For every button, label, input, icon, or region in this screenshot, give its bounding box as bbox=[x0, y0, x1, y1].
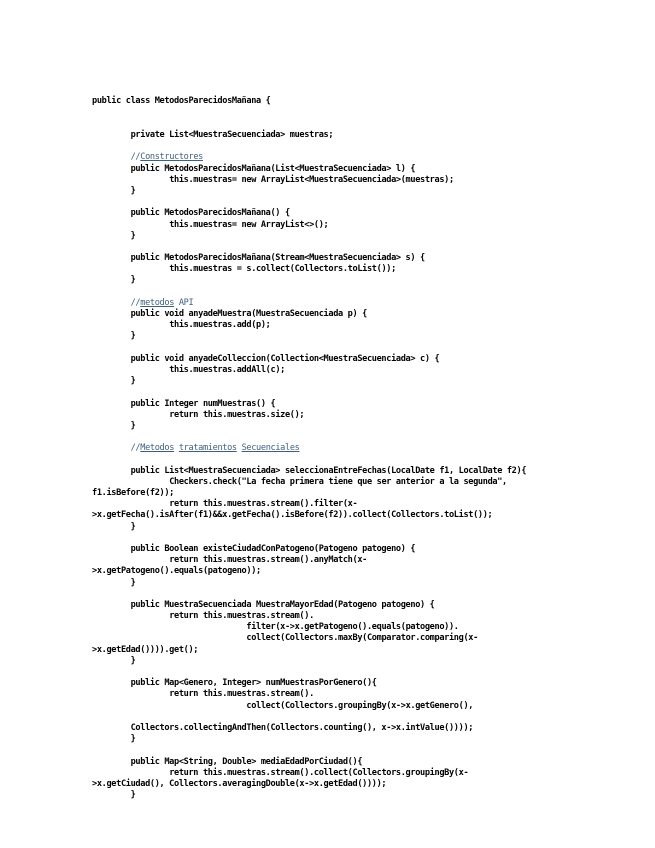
code-text: } bbox=[130, 185, 136, 196]
code-text: >x.getEdad()))).get(); bbox=[92, 644, 199, 655]
code-line bbox=[92, 544, 632, 555]
code-line bbox=[92, 600, 632, 611]
code-line bbox=[92, 566, 632, 577]
code-line bbox=[92, 421, 632, 432]
code-text: public Map<String, Double> mediaEdadPorCiudad(){ bbox=[130, 756, 363, 767]
code-line bbox=[92, 399, 632, 410]
code-line bbox=[92, 264, 632, 275]
code-line bbox=[92, 633, 632, 644]
code-text: return this.muestras.stream().anyMatch(x- bbox=[169, 555, 367, 566]
code-line bbox=[92, 365, 632, 376]
code-text: public Map<Genero, Integer> numMuestrasPorGenero(){ bbox=[130, 678, 377, 689]
code-text: } bbox=[130, 790, 136, 801]
code-text: } bbox=[130, 521, 136, 532]
blank-line bbox=[92, 432, 632, 443]
comment-rest: API bbox=[174, 297, 194, 308]
code-text: public Boolean existeCiudadConPatogeno(Patogeno patogeno) { bbox=[130, 543, 416, 554]
code-text: } bbox=[130, 275, 136, 286]
blank-line bbox=[92, 197, 632, 208]
code-line bbox=[92, 231, 632, 242]
code-line bbox=[92, 208, 632, 219]
code-text: f1.isBefore(f2)); bbox=[92, 488, 175, 498]
code-text: Collectors.collectingAndThen(Collectors.counting(), x->x.intValue()))); bbox=[130, 722, 474, 733]
class-header: public class MetodosParecidosMañana { bbox=[92, 96, 271, 107]
code-text: public void anyadeMuestra(MuestraSecuenciada p) { bbox=[130, 309, 367, 319]
blank-line bbox=[92, 533, 632, 544]
blank-line bbox=[92, 454, 632, 465]
code-line bbox=[92, 768, 632, 779]
code-line bbox=[92, 331, 632, 342]
blank-line bbox=[92, 667, 632, 678]
code-line bbox=[92, 466, 632, 477]
comment-underlined-word: metodos bbox=[140, 297, 175, 308]
blank-line bbox=[92, 242, 632, 253]
code-line bbox=[92, 734, 632, 745]
code-text: private List<MuestraSecuenciada> muestras; bbox=[130, 130, 334, 140]
comment-text: //metodos API bbox=[92, 297, 194, 308]
code-text: } bbox=[130, 577, 136, 588]
comment-text: //Constructores bbox=[92, 152, 203, 163]
code-comment bbox=[92, 152, 632, 163]
code-text: this.muestras.add(p); bbox=[169, 320, 271, 331]
code-text: } bbox=[130, 331, 136, 342]
code-line bbox=[92, 220, 632, 231]
code-text: } bbox=[130, 734, 136, 745]
code-text: return this.muestras.size(); bbox=[169, 409, 305, 420]
comment-underlined-word: Metodos bbox=[140, 443, 175, 454]
code-line bbox=[92, 510, 632, 521]
code-text: public void anyadeColleccion(Collection<MuestraSecuenciada> c) { bbox=[130, 353, 440, 364]
code-text: } bbox=[130, 420, 136, 431]
comment-underlined-word: Secuenciales bbox=[241, 443, 300, 454]
code-comment bbox=[92, 298, 632, 309]
code-text: } bbox=[130, 230, 136, 241]
code-line bbox=[92, 499, 632, 510]
code-line bbox=[92, 555, 632, 566]
blank-line bbox=[92, 343, 632, 354]
code-text: return this.muestras.stream(). bbox=[169, 611, 314, 622]
code-text: public List<MuestraSecuenciada> seleccionaEntreFechas(LocalDate f1, LocalDate f2){ bbox=[130, 465, 527, 476]
code-text: return this.muestras.stream().collect(Collectors.groupingBy(x- bbox=[169, 767, 469, 778]
code-block bbox=[92, 74, 632, 801]
code-text: collect(Collectors.groupingBy(x->x.getGenero(), bbox=[246, 700, 474, 711]
code-line bbox=[92, 175, 632, 186]
code-text: this.muestras= new ArrayList<>(); bbox=[169, 219, 329, 230]
code-text: public MetodosParecidosMañana(Stream<MuestraSecuenciada> s) { bbox=[130, 253, 425, 264]
code-line bbox=[92, 678, 632, 689]
code-line bbox=[92, 354, 632, 365]
code-line bbox=[92, 701, 632, 712]
code-line bbox=[92, 611, 632, 622]
code-text: this.muestras.addAll(c); bbox=[169, 364, 285, 375]
code-line bbox=[92, 253, 632, 264]
code-text: return this.muestras.stream().filter(x- bbox=[169, 499, 358, 510]
code-line bbox=[92, 164, 632, 175]
code-text: } bbox=[130, 655, 136, 666]
blank-line bbox=[92, 387, 632, 398]
blank-line bbox=[92, 745, 632, 756]
code-text: >x.getCiudad(), Collectors.averagingDouble(x->x.getEdad()))); bbox=[92, 778, 387, 789]
code-line bbox=[92, 275, 632, 286]
code-line bbox=[92, 723, 632, 734]
code-line bbox=[92, 757, 632, 768]
code-line bbox=[92, 410, 632, 421]
code-text: public MuestraSecuenciada MuestraMayorEdad(Patogeno patogeno) { bbox=[130, 599, 435, 610]
code-line bbox=[92, 689, 632, 700]
comment-underlined-word: tratamientos bbox=[178, 443, 237, 454]
blank-line bbox=[92, 712, 632, 723]
blank-line bbox=[92, 589, 632, 600]
code-line bbox=[92, 376, 632, 387]
code-line bbox=[92, 656, 632, 667]
code-text: this.muestras = s.collect(Collectors.toList()); bbox=[169, 264, 396, 275]
code-line bbox=[92, 320, 632, 331]
blank-line bbox=[92, 141, 632, 152]
code-text: this.muestras= new ArrayList<MuestraSecuenciada>(muestras); bbox=[169, 174, 454, 185]
code-text: >x.getFecha().isAfter(f1)&&x.getFecha().isBefore(f2)).collect(Collectors.toList()); bbox=[92, 510, 493, 521]
code-text: } bbox=[130, 376, 136, 387]
comment-underlined-word: Constructores bbox=[140, 152, 203, 163]
code-text: return this.muestras.stream(). bbox=[169, 689, 314, 700]
code-line bbox=[92, 578, 632, 589]
code-line bbox=[92, 779, 632, 790]
code-text: collect(Collectors.maxBy(Comparator.comparing(x- bbox=[246, 633, 478, 644]
blank-line bbox=[92, 287, 632, 298]
code-text: filter(x->x.getPatogeno().equals(patogeno)). bbox=[246, 622, 459, 633]
code-line bbox=[92, 130, 632, 141]
code-text: Checkers.check("La fecha primera tiene que ser anterior a la segunda", bbox=[169, 476, 507, 487]
code-line bbox=[92, 522, 632, 533]
code-line bbox=[92, 488, 632, 499]
code-line bbox=[92, 622, 632, 633]
code-text: >x.getPatogeno().equals(patogeno)); bbox=[92, 566, 261, 577]
comment-text: //Metodos tratamientos Secuenciales bbox=[92, 443, 300, 454]
code-line bbox=[92, 645, 632, 656]
code-text: public MetodosParecidosMañana() { bbox=[130, 208, 290, 219]
code-comment bbox=[92, 443, 632, 454]
code-line bbox=[92, 790, 632, 801]
code-text: public MetodosParecidosMañana(List<MuestraSecuenciada> l) { bbox=[130, 163, 416, 174]
code-text: public Integer numMuestras() { bbox=[130, 398, 276, 409]
code-line bbox=[92, 309, 632, 320]
code-line bbox=[92, 186, 632, 197]
code-line bbox=[92, 477, 632, 488]
